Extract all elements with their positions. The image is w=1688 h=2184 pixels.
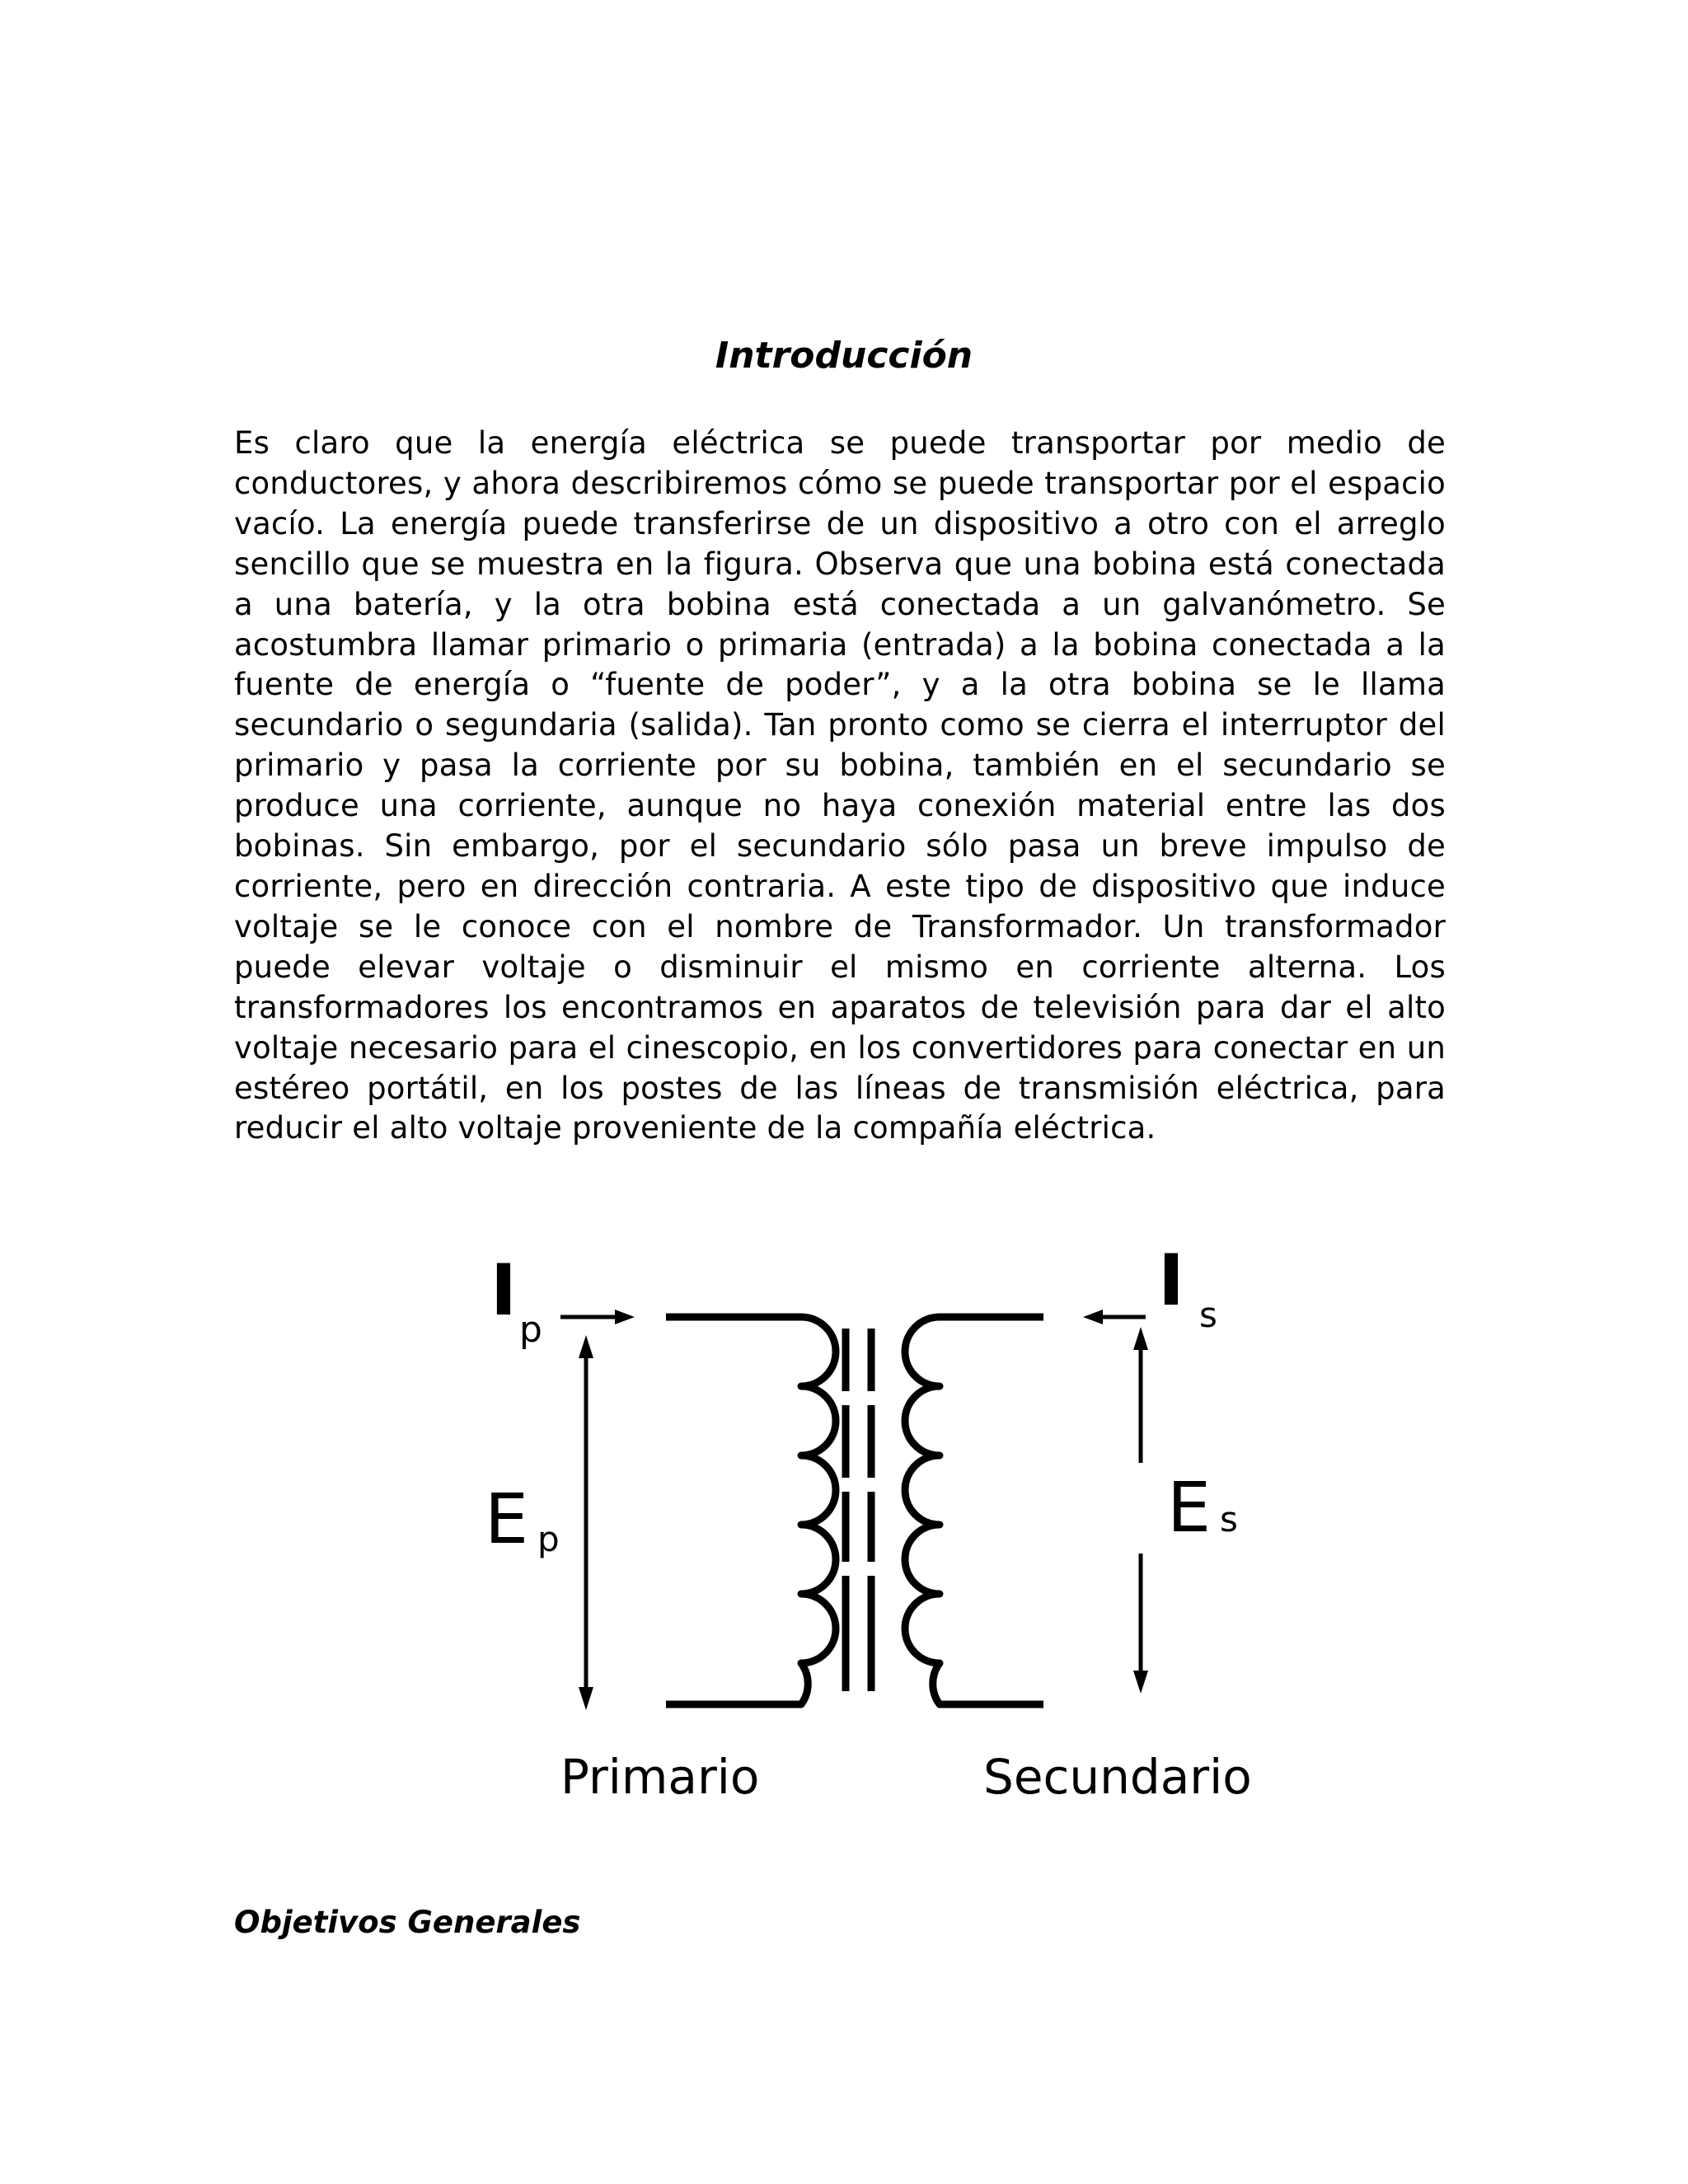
voltage-secondary-arrowhead-bottom — [1133, 1671, 1148, 1694]
transformer-diagram — [478, 1236, 1286, 1830]
voltage-secondary-subscript: s — [1220, 1499, 1238, 1540]
voltage-primary-subscript: p — [537, 1519, 560, 1559]
page-title: Introducción — [715, 335, 973, 377]
transformer-core — [846, 1329, 871, 1691]
intro-paragraph: Es claro que la energía eléctrica se puede transportar por medio de conductores, y ahora describiremos cómo se puede transportar por el espacio vacío. La energía puede transferirse de un dispositivo a otro con el arreglo sencillo que se muestra en la figura. Observa que una bobina está conectada a una batería, y la otra bobina está conectada a un galvanómetro. Se acostumbra llamar primario o primaria (entrada) a la bobina conectada a la fuente de energía o “fuente de poder”, y a la otra bobina se le llama secundario o segundaria (salida). Tan pronto como se cierra el interruptor del primario y pasa la corriente por su bobina, también en el secundario se produce una corriente, aunque no haya conexión material entre las dos bobinas. Sin embargo, por el secundario sólo pasa un breve impulso de corriente, pero en dirección contraria. A este tipo de dispositivo que induce voltaje se le conoce con el nombre de Transformador. Un transformador puede elevar voltaje o disminuir el mismo en corriente alterna. Los transformadores los encontramos en aparatos de televisión para dar el alto voltaje necesario para el cinescopio, en los convertidores para conectar en un estéreo portátil, en los postes de las líneas de transmisión eléctrica, para reducir el alto voltaje proveniente de la compañía eléctrica. — [234, 425, 1446, 1146]
primary-label: Primario — [560, 1749, 760, 1805]
current-secondary-symbol: I — [1158, 1240, 1184, 1322]
voltage-primary-symbol: E — [485, 1479, 529, 1559]
voltage-secondary-symbol: E — [1167, 1467, 1212, 1548]
current-primary-arrowhead — [615, 1310, 635, 1324]
secondary-coil — [905, 1317, 1043, 1704]
current-primary-symbol: I — [490, 1249, 517, 1332]
voltage-secondary-arrowhead-top — [1133, 1327, 1148, 1350]
secondary-label: Secundario — [983, 1749, 1252, 1805]
current-secondary-arrowhead — [1083, 1310, 1103, 1324]
voltage-primary-arrowhead-bottom — [579, 1687, 593, 1710]
section-heading: Objetivos Generales — [234, 1905, 581, 1940]
primary-coil — [666, 1317, 836, 1704]
current-primary-subscript: p — [519, 1309, 542, 1351]
voltage-primary-arrowhead-top — [579, 1335, 593, 1358]
current-secondary-subscript: s — [1199, 1295, 1217, 1335]
